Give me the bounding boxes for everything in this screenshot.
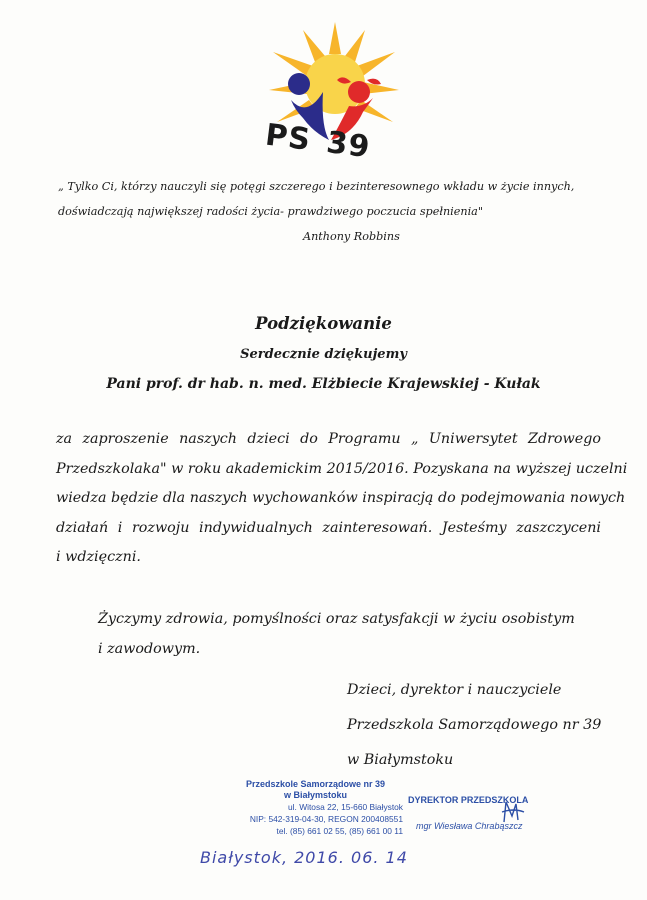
quote-line-2: doświadczają największej radości życia- prawdziwego poczucia spełnienia" xyxy=(58,205,483,218)
director-stamp-name: mgr Wiesława Chrabąszcz xyxy=(416,821,523,831)
body-line-5: i wdzięczni. xyxy=(56,549,141,565)
school-stamp xyxy=(228,779,403,836)
wishes-line-2: i zawodowym. xyxy=(98,641,201,657)
signoff-line-1: Dzieci, dyrektor i nauczyciele xyxy=(347,682,562,698)
signoff-block xyxy=(347,673,627,778)
signoff-line-2: Przedszkola Samorządowego nr 39 xyxy=(347,717,602,733)
body-line-4: działań i rozwoju indywidualnych zainteresowań. Jesteśmy zaszczyceni xyxy=(56,519,601,536)
quote-author: Anthony Robbins xyxy=(303,230,400,243)
recipient-name: Pani prof. dr hab. n. med. Elżbiecie Krajewskiej - Kułak xyxy=(106,376,541,392)
signoff-line-3: w Białymstoku xyxy=(347,752,454,768)
heading-block xyxy=(0,314,647,392)
director-stamp xyxy=(408,795,558,831)
document-title: Podziękowanie xyxy=(255,314,392,333)
body-line-3: wiedza będzie dla naszych wychowanków inspiracją do podejmowania nowych xyxy=(56,490,626,506)
document-subtitle: Serdecznie dziękujemy xyxy=(240,347,407,362)
body-line-2: Przedszkolaka" w roku akademickim 2015/2016. Pozyskana na wyższej uczelni xyxy=(56,460,628,477)
director-stamp-title: DYREKTOR PRZEDSZKOLA xyxy=(408,795,529,805)
school-stamp-address: ul. Witosa 22, 15-660 Białystok xyxy=(288,802,403,812)
school-stamp-name: Przedszkole Samorządowe nr 39 xyxy=(245,779,386,789)
quote-block xyxy=(58,174,575,249)
body-paragraph xyxy=(56,425,628,573)
wishes-paragraph xyxy=(98,604,598,664)
wishes-line-1: Życzymy zdrowia, pomyślności oraz satysfakcji w życiu osobistym xyxy=(98,611,575,627)
body-line-1: za zaproszenie naszych dzieci do Programu „ Uniwersytet Zdrowego xyxy=(56,431,601,447)
logo-text-ps: PS xyxy=(263,117,313,158)
logo-text-number: 39 xyxy=(324,125,373,166)
school-stamp-phone: tel. (85) 661 02 55, (85) 661 00 11 xyxy=(276,826,403,836)
school-stamp-city: w Białymstoku xyxy=(283,790,348,800)
signature-icon xyxy=(498,798,528,826)
quote-line-1: „ Tylko Ci, którzy nauczyli się potęgi szczerego i bezinteresownego wkładu w życie innych, xyxy=(58,180,575,193)
handwritten-date: Białystok, 2016. 06. 14 xyxy=(200,848,408,867)
school-stamp-nip: NIP: 542-319-04-30, REGON 200408551 xyxy=(249,814,403,824)
ps39-logo xyxy=(255,22,405,170)
